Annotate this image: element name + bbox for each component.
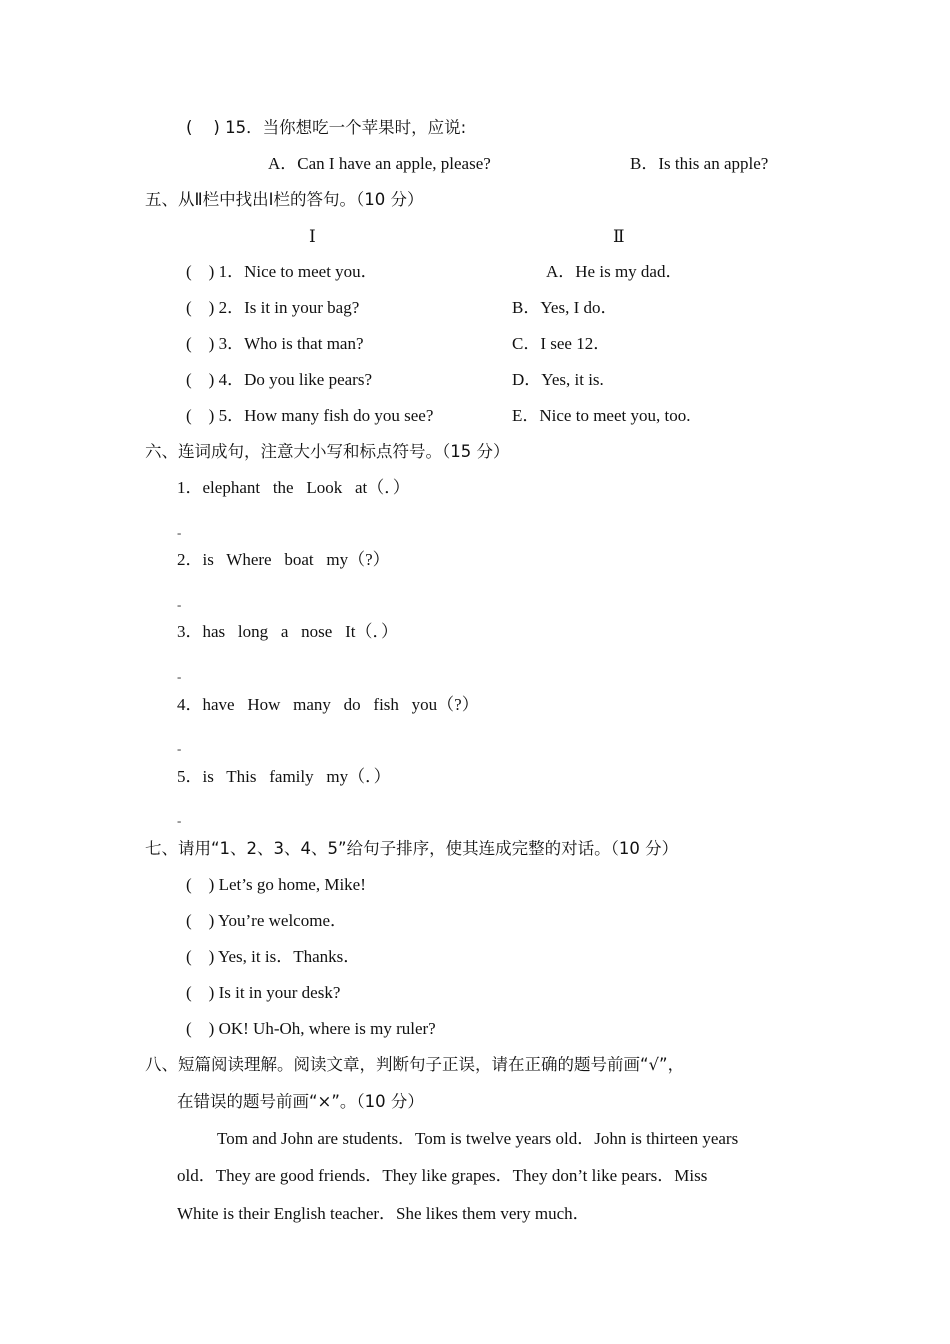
word-order-item: 4．have How many do fish you（?） — [177, 695, 479, 714]
word-order-item: 2．is Where boat my（?） — [177, 550, 390, 569]
section5-col2-header: Ⅱ — [613, 227, 625, 246]
passage-line: White is their English teacher．She likes them very much． — [177, 1204, 590, 1223]
word-order-item: 5．is This family my（．） — [177, 767, 391, 786]
word-order-item: 3．has long a nose It（．） — [177, 622, 398, 641]
passage-line: Tom and John are students．Tom is twelve years old．John is thirteen years — [217, 1129, 739, 1148]
answer-line: - — [177, 741, 182, 756]
passage-line: old．They are good friends．They like grapes．They don’t like pears．Miss — [177, 1166, 708, 1185]
match-left-item: ( ) 1．Nice to meet you． — [186, 262, 378, 281]
q15-option-b: B．Is this an apple? — [630, 154, 769, 173]
match-right-item: B．Yes, I do． — [512, 298, 618, 317]
q15-option-a: A．Can I have an apple, please? — [268, 154, 491, 173]
match-right-item: E．Nice to meet you, too. — [512, 406, 691, 425]
dialogue-item: ( ) You’re welcome． — [186, 911, 347, 930]
answer-line: - — [177, 669, 182, 684]
dialogue-item: ( ) Let’s go home, Mike! — [186, 875, 366, 894]
match-right-item: D．Yes, it is. — [512, 370, 604, 389]
match-left-item: ( ) 3．Who is that man? — [186, 334, 364, 353]
match-right-item: A．He is my dad． — [546, 262, 683, 281]
section6-title: 六、连词成句，注意大小写和标点符号。（15 分） — [145, 442, 510, 461]
match-left-item: ( ) 4．Do you like pears? — [186, 370, 373, 389]
match-left-item: ( ) 2．Is it in your bag? — [186, 298, 360, 317]
q15-stem: ( ) 15．当你想吃一个苹果时，应说: — [186, 118, 467, 137]
match-left-item: ( ) 5．How many fish do you see? — [186, 406, 434, 425]
section8-title-cont: 在错误的题号前画“×”。（10 分） — [177, 1092, 424, 1111]
word-order-item: 1．elephant the Look at（．） — [177, 478, 410, 497]
answer-line: - — [177, 525, 182, 540]
match-right-item: C．I see 12． — [512, 334, 611, 353]
section5-title: 五、从Ⅱ栏中找出Ⅰ栏的答句。（10 分） — [145, 190, 424, 209]
section7-title: 七、请用“1、2、3、4、5”给句子排序，使其连成完整的对话。（10 分） — [145, 839, 679, 858]
dialogue-item: ( ) Is it in your desk? — [186, 983, 341, 1002]
answer-line: - — [177, 597, 182, 612]
section5-col1-header: Ⅰ — [309, 227, 316, 246]
dialogue-item: ( ) Yes, it is．Thanks． — [186, 947, 361, 966]
dialogue-item: ( ) OK! Uh-Oh, where is my ruler? — [186, 1019, 436, 1038]
answer-line: - — [177, 813, 182, 828]
section8-title: 八、短篇阅读理解。阅读文章，判断句子正误，请在正确的题号前画“√”， — [145, 1055, 685, 1074]
